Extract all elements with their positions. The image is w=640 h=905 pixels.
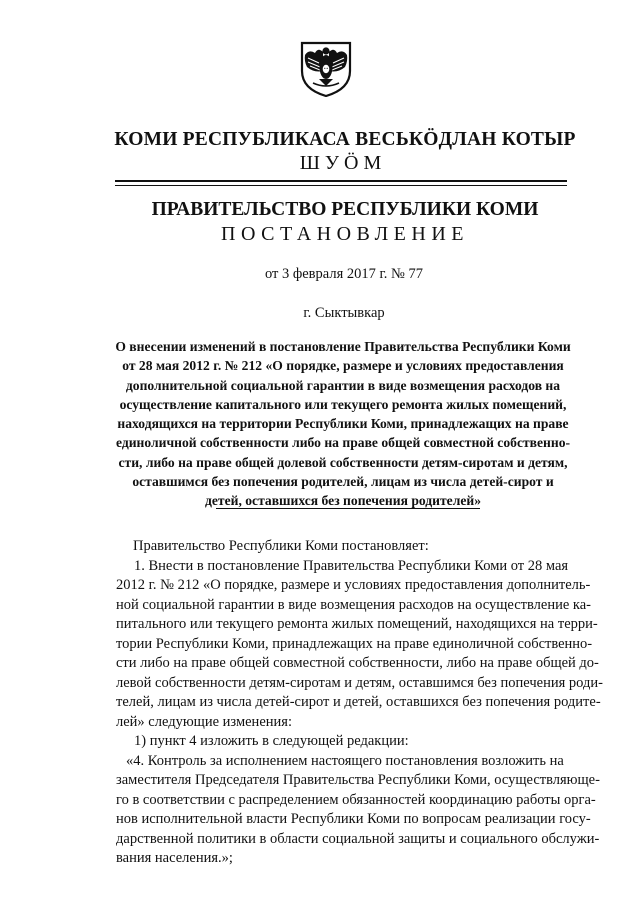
heading-line: дополнительной социальной гарантии в виде возмещения расходов на — [125, 377, 561, 393]
document-type: ПОСТАНОВЛЕНИЕ — [221, 223, 469, 245]
date-number-line: от 3 февраля 2017 г. № 77 — [264, 266, 424, 282]
heading-line: О внесении изменений в постановление Правительства Республики Коми — [115, 339, 571, 354]
heading-divider — [216, 508, 480, 509]
body-line: заместителя Председателя Правительства Республики Коми, осуществляюще- — [116, 772, 600, 788]
header-divider — [115, 180, 567, 186]
body-line: ной социальной гарантии в виде возмещения расходов на осуществление ка- — [116, 596, 591, 613]
body-line: сти либо на праве общей совместной собственности, либо на праве общей до- — [116, 655, 599, 671]
body-line: телей, лицам из числа детей-сирот и детей, оставшихся без попечения родите- — [116, 694, 601, 710]
body-line: Правительство Республики Коми постановляет: — [133, 538, 429, 554]
body-line: «4. Контроль за исполнением настоящего постановления возложить на — [126, 752, 564, 769]
body-line: дарственной политики в области социальной защиты и социального обслужи- — [116, 830, 600, 847]
heading-line: находящихся на территории Республики Коми, принадлежащих на праве — [117, 416, 569, 432]
heading-line: оставшимся без попечения родителей, лицам из числа детей-сирот и — [132, 474, 554, 490]
komi-title: КОМИ РЕСПУБЛИКАСА ВЕСЬКӦДЛАН КОТЫР — [114, 129, 576, 150]
city-line: г. Сыктывкар — [303, 305, 385, 321]
body-line: левой собственности детям-сиротам и детям, оставшимся без попечения роди- — [116, 674, 603, 691]
komi-subtitle: ШУӦМ — [299, 152, 387, 174]
body-line: вания населения.»; — [116, 850, 233, 866]
body-line: го в соответствии с распределением обязанностей координацию работы орга- — [116, 791, 596, 808]
body-line: 1) пункт 4 изложить в следующей редакции: — [134, 733, 409, 749]
body-line: нов исполнительной власти Республики Коми по вопросам реализации госу- — [116, 811, 591, 827]
document-heading — [112, 337, 574, 511]
government-title: ПРАВИТЕЛЬСТВО РЕСПУБЛИКИ КОМИ — [151, 199, 539, 220]
body-line: 1. Внести в постановление Правительства Республики Коми от 28 мая — [134, 557, 569, 574]
body-line: питального или текущего ремонта жилых помещений, находящихся на терри- — [116, 616, 598, 632]
komi-coat-of-arms-icon — [299, 41, 353, 97]
document-body — [116, 537, 606, 869]
heading-line: от 28 мая 2012 г. № 212 «О порядке, размере и условиях предоставления — [122, 358, 564, 374]
body-line: тории Республики Коми, принадлежащих на праве единоличной собственно- — [116, 635, 593, 652]
body-line: лей» следующие изменения: — [116, 713, 292, 730]
heading-line: сти, либо на праве общей долевой собственности детям-сиротам и детям, — [118, 454, 568, 470]
heading-line: детей, оставшихся без попечения родителей» — [204, 493, 482, 509]
body-line: 2012 г. № 212 «О порядке, размере и условиях предоставления дополнитель- — [116, 577, 591, 593]
heading-line: осуществление капитального или текущего ремонта жилых помещений, — [119, 396, 567, 412]
heading-line: единоличной собственности либо на праве общей совместной собственно- — [115, 435, 571, 451]
